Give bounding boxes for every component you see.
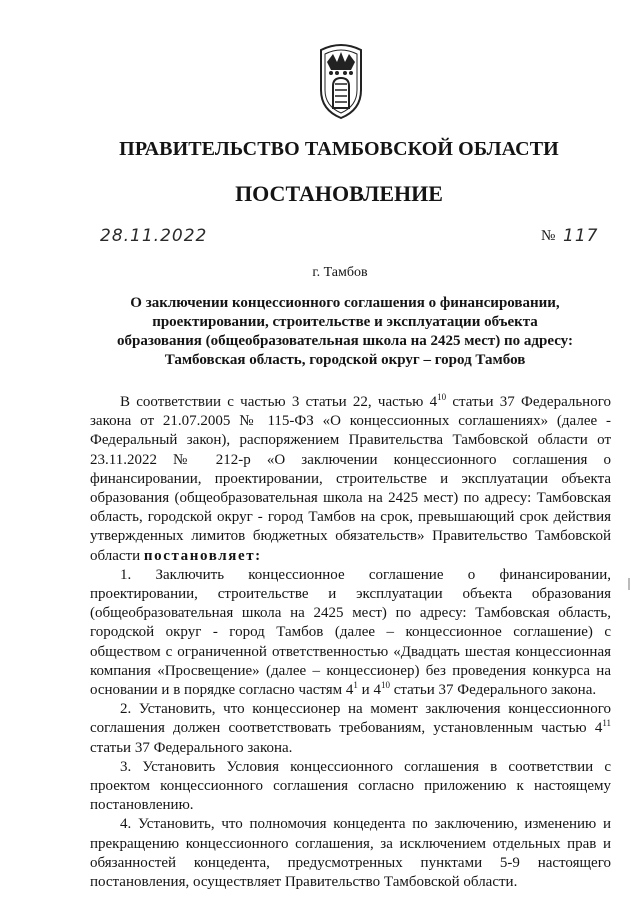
number-label: №	[541, 228, 556, 244]
resolves-word: постановляет:	[143, 547, 262, 564]
city-name: г. Тамбов	[312, 265, 368, 280]
preamble-paragraph: В соответствии с частью 3 статьи 22, частью $4^{10}$ статьи 37 Федерального закона от 21.07.2005 № 115-ФЗ «О концессионных соглашениях» (далее - Федеральный закон), распоряжением Правительства Тамбовской области от 23.11.2022 № 212-р «О заключении концессионного соглашения о финансировании, проектировании, строительстве и эксплуатации объекта образования (общеобразовательная школа на 2425 мест) по адресу: Тамбовская область, городской округ - город Тамбов на срок, превышающий срок действия утвержденных лимитов бюджетных обязательств» Правительство Тамбовской области постановляет:	[90, 392, 611, 564]
handwritten-number: 117	[563, 226, 599, 246]
document-type: ПОСТАНОВЛЕНИЕ	[235, 181, 443, 206]
organization-name: ПРАВИТЕЛЬСТВО ТАМБОВСКОЙ ОБЛАСТИ	[119, 138, 559, 160]
scan-mark	[628, 578, 630, 590]
handwritten-date: 28.11.2022	[100, 226, 208, 246]
coat-of-arms-emblem	[313, 40, 369, 120]
item-3: 3. Установить Условия концессионного соглашения в соответствии с проектом концессионного соглашения согласно приложению к настоящему постановлению.	[90, 758, 611, 814]
document-body	[90, 393, 611, 892]
item-2: 2. Установить, что концессионер на момент заключения концессионного соглашения должен соответствовать требованиям, установленным частью $4^{11}$ статьи 37 Федерального закона.	[90, 701, 611, 756]
item-4: 4. Установить, что полномочия концедента по заключению, изменению и прекращению концессионного соглашения, за исключением отдельных прав и обязанностей концедента, предусмотренных пунктами 5-9 настоящего постановления, осуществляет Правительство Тамбовской области.	[90, 816, 611, 891]
item-1: 1. Заключить концессионное соглашение о финансировании, проектировании, строительстве и эксплуатации объекта образования (общеобразовательная школа на 2425 мест) по адресу: Тамбовская область, городской округ - город Тамбов (далее – концессионное соглашение) с обществом с ограниченной ответственностью «Двадцать шестая концессионная компания «Просвещение» (далее – концессионер) без проведения конкурса на основании и в порядке согласно частям $4^1$ и $4^{10}$ статьи 37 Федерального закона.	[90, 566, 611, 699]
document-title: О заключении концессионного соглашения о финансировании, проектировании, строительстве и эксплуатации объекта образования (общеобразовательная школа на 2425 мест) по адресу: Тамбовская область, городской округ – город Тамбов	[117, 295, 573, 368]
